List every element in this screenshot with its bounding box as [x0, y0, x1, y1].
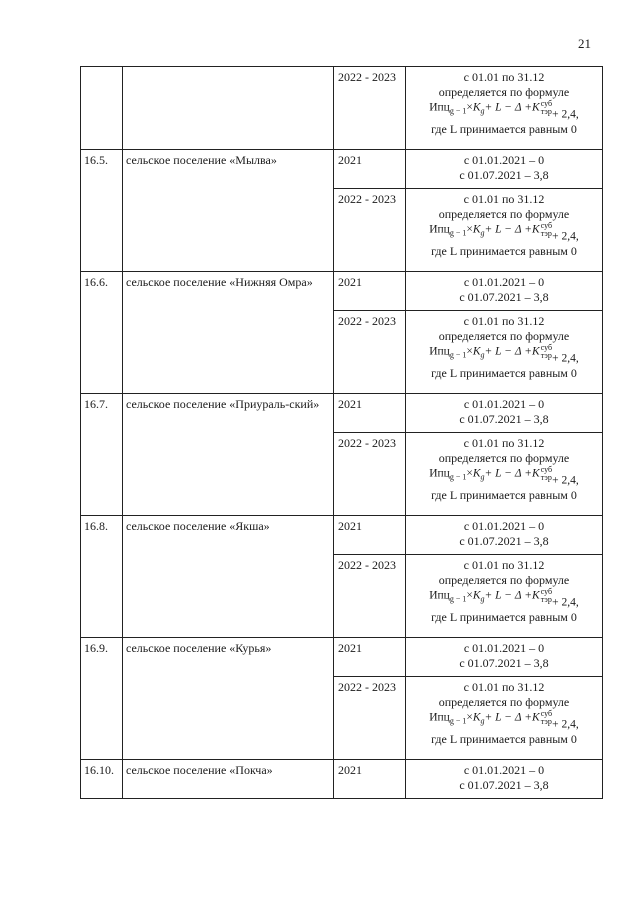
formula: $Ипц_{g - 1}\times K_g+ L - \Delta +K$ суб тэр + 2,4,: [429, 99, 579, 121]
value-line: определяется по формуле: [438, 573, 570, 587]
table-row: [81, 638, 603, 677]
row-number: 16.9.: [81, 638, 123, 760]
settlement-name: [123, 67, 334, 150]
row-number: 16.5.: [81, 150, 123, 272]
formula: $Ипц_{g - 1}\times K_g+ L - \Delta +K$ суб тэр + 2,4,: [429, 221, 579, 243]
settlement-name: сельское поселение «Курья»: [123, 638, 334, 760]
value-line: с 01.01 по 31.12: [463, 558, 545, 572]
period-cell: 2021: [334, 516, 406, 555]
period-cell: 2021: [334, 638, 406, 677]
formula: $Ипц_{g - 1}\times K_g+ L - \Delta +K$ суб тэр + 2,4,: [429, 587, 579, 609]
formula: $Ипц_{g - 1}\times K_g+ L - \Delta +K$ суб тэр + 2,4,: [429, 465, 579, 487]
settlement-name: сельское поселение «Якша»: [123, 516, 334, 638]
value-line: где L принимается равным 0: [431, 610, 577, 624]
value-line: определяется по формуле: [438, 207, 570, 221]
value-cell: [406, 555, 603, 638]
value-line: определяется по формуле: [438, 451, 570, 465]
value-cell: [406, 67, 603, 150]
value-cell: [406, 189, 603, 272]
value-line: с 01.01 по 31.12: [463, 70, 545, 84]
value-line: с 01.01 по 31.12: [463, 192, 545, 206]
value-line: с 01.01.2021 – 0: [463, 153, 545, 167]
formula-line: [408, 466, 600, 488]
value-line: где L принимается равным 0: [431, 488, 577, 502]
settlement-name: сельское поселение «Приураль-ский»: [123, 394, 334, 516]
value-line: где L принимается равным 0: [431, 244, 577, 258]
value-line: где L принимается равным 0: [431, 732, 577, 746]
value-line: с 01.07.2021 – 3,8: [459, 778, 549, 792]
table-row: [81, 150, 603, 189]
period-cell: 2022 - 2023: [334, 311, 406, 394]
value-line: с 01.01.2021 – 0: [463, 397, 545, 411]
value-line: с 01.07.2021 – 3,8: [459, 412, 549, 426]
value-cell: [406, 311, 603, 394]
formula-line: [408, 222, 600, 244]
period-cell: 2021: [334, 760, 406, 799]
period-cell: 2022 - 2023: [334, 433, 406, 516]
value-cell: [406, 433, 603, 516]
row-number: 16.7.: [81, 394, 123, 516]
formula: $Ипц_{g - 1}\times K_g+ L - \Delta +K$ суб тэр + 2,4,: [429, 709, 579, 731]
value-line: определяется по формуле: [438, 695, 570, 709]
value-line: с 01.07.2021 – 3,8: [459, 290, 549, 304]
formula: $Ипц_{g - 1}\times K_g+ L - \Delta +K$ суб тэр + 2,4,: [429, 343, 579, 365]
value-line: с 01.01.2021 – 0: [463, 519, 545, 533]
page-number: 21: [578, 36, 591, 51]
row-number: 16.8.: [81, 516, 123, 638]
value-line: с 01.01 по 31.12: [463, 314, 545, 328]
value-cell: [406, 150, 603, 189]
value-cell: [406, 677, 603, 760]
value-cell: [406, 272, 603, 311]
value-cell: [406, 516, 603, 555]
table-row: [81, 516, 603, 555]
formula-line: [408, 100, 600, 122]
table-row: [81, 394, 603, 433]
period-cell: 2022 - 2023: [334, 67, 406, 150]
settlement-name: сельское поселение «Нижняя Омра»: [123, 272, 334, 394]
period-cell: 2022 - 2023: [334, 555, 406, 638]
value-line: где L принимается равным 0: [431, 122, 577, 136]
period-cell: 2021: [334, 150, 406, 189]
row-number: 16.6.: [81, 272, 123, 394]
value-line: с 01.01 по 31.12: [463, 436, 545, 450]
settlement-name: сельское поселение «Мылва»: [123, 150, 334, 272]
period-cell: 2022 - 2023: [334, 677, 406, 760]
row-number: 16.10.: [81, 760, 123, 799]
period-cell: 2022 - 2023: [334, 189, 406, 272]
formula-line: [408, 588, 600, 610]
settlement-name: сельское поселение «Покча»: [123, 760, 334, 799]
value-line: где L принимается равным 0: [431, 366, 577, 380]
formula-line: [408, 344, 600, 366]
value-line: с 01.07.2021 – 3,8: [459, 168, 549, 182]
value-line: определяется по формуле: [438, 85, 570, 99]
value-line: с 01.01.2021 – 0: [463, 275, 545, 289]
value-line: определяется по формуле: [438, 329, 570, 343]
table-row: [81, 272, 603, 311]
row-number: [81, 67, 123, 150]
formula-line: [408, 710, 600, 732]
value-line: с 01.07.2021 – 3,8: [459, 534, 549, 548]
tariff-table: [80, 66, 603, 799]
value-line: с 01.07.2021 – 3,8: [459, 656, 549, 670]
period-cell: 2021: [334, 394, 406, 433]
value-line: с 01.01 по 31.12: [463, 680, 545, 694]
value-cell: [406, 760, 603, 799]
value-cell: [406, 638, 603, 677]
table-row: [81, 67, 603, 150]
value-line: с 01.01.2021 – 0: [463, 763, 545, 777]
value-cell: [406, 394, 603, 433]
value-line: с 01.01.2021 – 0: [463, 641, 545, 655]
table-row: [81, 760, 603, 799]
period-cell: 2021: [334, 272, 406, 311]
